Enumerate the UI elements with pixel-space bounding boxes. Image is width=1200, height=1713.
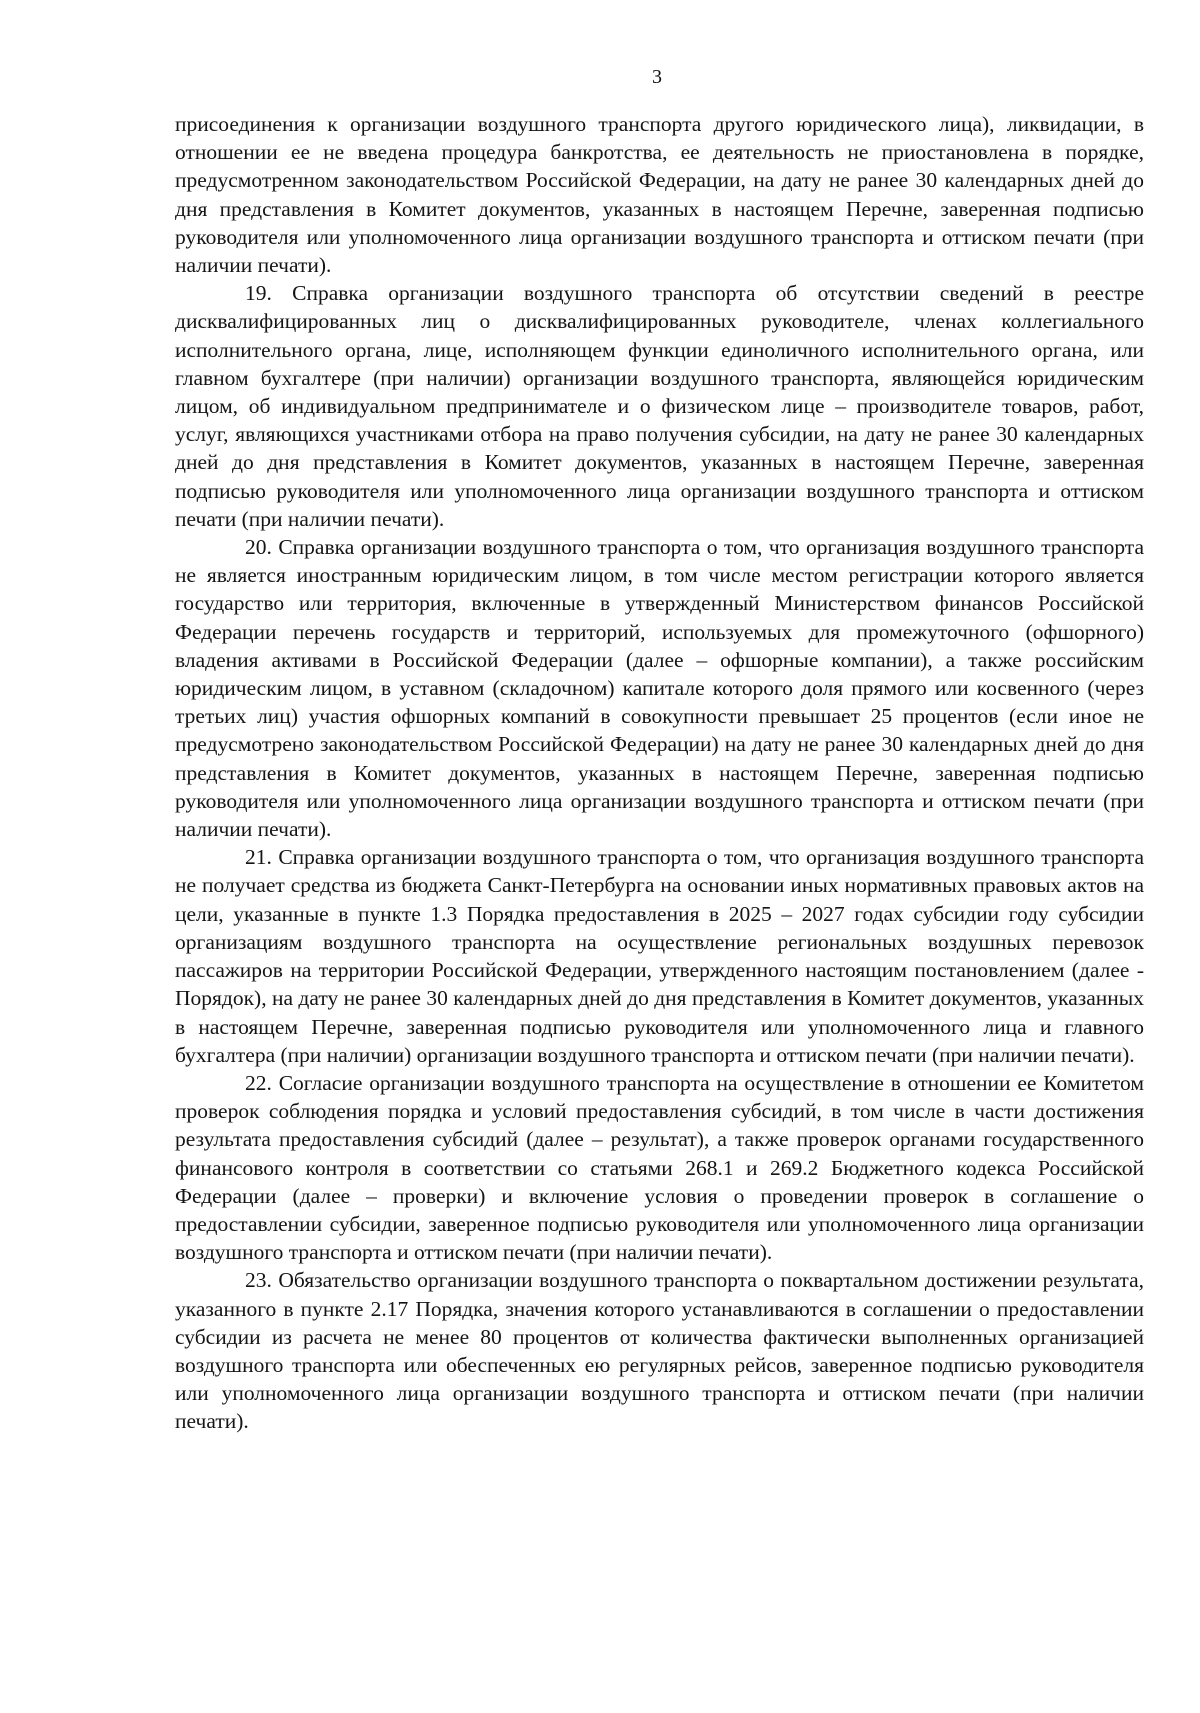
paragraph-item-20: 20. Справка организации воздушного транспорта о том, что организация воздушного транспорта не является иностранным юридическим лицом, в том числе местом регистрации которого является государство или территория, включенные в утвержденный Министерством финансов Российской Федерации перечень государств и территорий, используемых для промежуточного (офшорного) владения активами в Российской Федерации (далее – офшорные компании), а также российским юридическим лицом, в уставном (складочном) капитале которого доля прямого или косвенного (через третьих лиц) участия офшорных компаний в совокупности превышает 25 процентов (если иное не предусмотрено законодательством Российской Федерации) на дату не ранее 30 календарных дней до дня представления в Комитет документов, указанных в настоящем Перечне, заверенная подписью руководителя или уполномоченного лица организации воздушного транспорта и оттиском печати (при наличии печати).: [175, 535, 1144, 842]
page-number: 3: [652, 66, 662, 88]
document-body: [175, 110, 1144, 1436]
paragraph-item-19: 19. Справка организации воздушного транспорта об отсутствии сведений в реестре дисквалифицированных лиц о дисквалифицированных руководителе, членах коллегиального исполнительного органа, лице, исполняющем функции единоличного исполнительного органа, или главном бухгалтере (при наличии) организации воздушного транспорта, являющейся юридическим лицом, об индивидуальном предпринимателе и о физическом лице – производителе товаров, работ, услуг, являющихся участниками отбора на право получения субсидии, на дату не ранее 30 календарных дней до дня представления в Комитет документов, указанных в настоящем Перечне, заверенная подписью руководителя или уполномоченного лица организации воздушного транспорта и оттиском печати (при наличии печати).: [175, 281, 1144, 531]
paragraph-item-23: 23. Обязательство организации воздушного транспорта о поквартальном достижении результата, указанного в пункте 2.17 Порядка, значения которого устанавливаются в соглашении о предоставлении субсидии из расчета не менее 80 процентов от количества фактически выполненных организацией воздушного транспорта или обеспеченных ею регулярных рейсов, заверенное подписью руководителя или уполномоченного лица организации воздушного транспорта и оттиском печати (при наличии печати).: [175, 1268, 1144, 1434]
paragraph-item-21: 21. Справка организации воздушного транспорта о том, что организация воздушного транспорта не получает средства из бюджета Санкт-Петербурга на основании иных нормативных правовых актов на цели, указанные в пункте 1.3 Порядка предоставления в 2025 – 2027 годах субсидии году субсидии организациям воздушного транспорта на осуществление региональных воздушных перевозок пассажиров на территории Российской Федерации, утвержденного настоящим постановлением (далее - Порядок), на дату не ранее 30 календарных дней до дня представления в Комитет документов, указанных в настоящем Перечне, заверенная подписью руководителя или уполномоченного лица и главного бухгалтера (при наличии) организации воздушного транспорта и оттиском печати (при наличии печати).: [175, 845, 1144, 1067]
paragraph-item-22: 22. Согласие организации воздушного транспорта на осуществление в отношении ее Комитетом проверок соблюдения порядка и условий предоставления субсидий, в том числе в части достижения результата предоставления субсидий (далее – результат), а также проверок органами государственного финансового контроля в соответствии со статьями 268.1 и 269.2 Бюджетного кодекса Российской Федерации (далее – проверки) и включение условия о проведении проверок в соглашение о предоставлении субсидии, заверенное подписью руководителя или уполномоченного лица организации воздушного транспорта и оттиском печати (при наличии печати).: [175, 1070, 1144, 1265]
paragraph-continuation: присоединения к организации воздушного транспорта другого юридического лица), ликвидации, в отношении ее не введена процедура банкротства, ее деятельность не приостановлена в порядке, предусмотренном законодательством Российской Федерации, на дату не ранее 30 календарных дней до дня представления в Комитет документов, указанных в настоящем Перечне, заверенная подписью руководителя или уполномоченного лица организации воздушного транспорта и оттиском печати (при наличии печати).: [175, 112, 1144, 278]
